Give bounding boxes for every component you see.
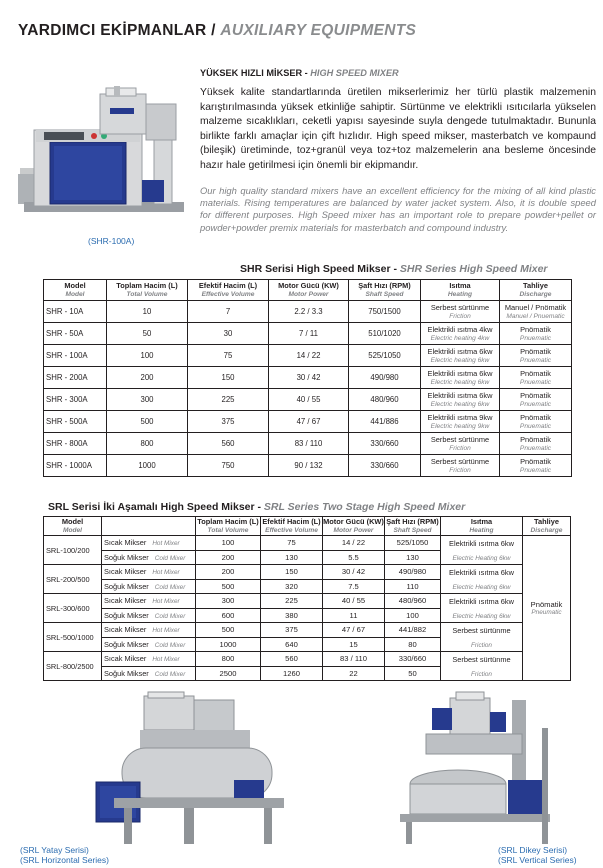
shr-effective-cell: 225 xyxy=(188,389,269,411)
srl-mixer-type-tr: Soğuk Mikser xyxy=(104,668,149,678)
shr-spec-table xyxy=(43,279,572,477)
shr-header-label-tr: Motor Gücü (KW) xyxy=(278,281,339,290)
shr-motor-cell: 14 / 22 xyxy=(269,345,349,367)
shr-motor-cell: 40 / 55 xyxy=(269,389,349,411)
srl-mixer-type-cell xyxy=(102,652,196,667)
shr-100a-mixer-image xyxy=(14,84,194,234)
srl-value-cell: 320 xyxy=(261,579,323,594)
shr-title-tr: SHR Serisi High Speed Mikser - xyxy=(240,263,397,275)
srl-mixer-type-en: Hot Mixer xyxy=(152,598,180,606)
vertical-caption-tr: (SRL Dikey Serisi) xyxy=(498,845,568,855)
shr-heating-en: Electric heating 9kw xyxy=(430,422,490,430)
srl-mixer-type-en: Cold Mixer xyxy=(154,641,186,649)
srl-value-cell: 330/660 xyxy=(385,652,441,667)
shr-header-label-en: Heating xyxy=(447,291,473,298)
shr-heating-cell xyxy=(421,345,500,367)
shr-heating-cell xyxy=(421,301,500,323)
shr-discharge-tr: Manuel / Pnömatik xyxy=(504,302,567,312)
srl-model-cell: SRL-100/200 xyxy=(44,536,102,565)
intro-text-tr: Yüksek kalite standartlarında üretilen mikserlerimiz her türlü plastik malzemenin karıştırılmasında yüksek etkinliğe sahiptir. Sürtünme ve elektrikli ısıtıcılarla yükselen malzeme sıcaklıkları, ceketli yapısı sayesinde suyla dengede tutulmaktadır. Bununla birlikte farklı amaçlar için çift hızlıdır. High speed mikser, masterbatch ve kompaund (bileşik) üretiminde, toz+granül veya toz+toz malzemelerin ana besleme öncesinde hazır hale getirilmesi için önemli bir ekipmandır. xyxy=(200,87,596,171)
srl-title-en: SRL Series Two Stage High Speed Mixer xyxy=(263,501,466,513)
shr-heating-tr: Elektrikli ısıtma 6kw xyxy=(427,346,493,356)
shr-header-label-tr: Toplam Hacim (L) xyxy=(116,281,178,290)
srl-value-cell: 200 xyxy=(196,565,261,580)
shr-discharge-en: Pnuematic xyxy=(519,400,552,408)
srl-table-row xyxy=(44,550,571,565)
srl-heating-cell xyxy=(441,536,523,551)
srl-value-cell: 200 xyxy=(196,550,261,565)
shr-discharge-tr: Pnömatik xyxy=(520,346,551,356)
shr-model-cell: SHR - 200A xyxy=(44,367,107,389)
srl-mixer-type-cell xyxy=(102,637,196,652)
srl-value-cell: 130 xyxy=(385,550,441,565)
shr-discharge-cell xyxy=(500,411,572,433)
srl-model-cell: SRL-500/1000 xyxy=(44,623,102,652)
shr-heating-tr: Serbest sürtünme xyxy=(430,434,490,444)
srl-header-label-en: Model xyxy=(62,527,83,534)
shr-heating-cell xyxy=(421,389,500,411)
shr-header-cell xyxy=(349,280,421,301)
srl-value-cell: 150 xyxy=(261,565,323,580)
srl-value-cell: 300 xyxy=(196,594,261,609)
srl-table-row xyxy=(44,608,571,623)
srl-mixer-type-tr: Sıcak Mikser xyxy=(104,625,147,635)
horizontal-caption-en: (SRL Horizontal Series) xyxy=(20,855,109,865)
srl-mixer-type-tr: Sıcak Mikser xyxy=(104,538,147,548)
srl-mixer-type-cell xyxy=(102,594,196,609)
srl-heating-cell xyxy=(441,608,523,623)
srl-header-row xyxy=(44,517,571,536)
shr-discharge-cell xyxy=(500,455,572,477)
srl-table-row xyxy=(44,565,571,580)
shr-heating-cell xyxy=(421,433,500,455)
shr-table-row xyxy=(44,323,572,345)
shr-heating-cell xyxy=(421,323,500,345)
srl-value-cell: 500 xyxy=(196,623,261,638)
srl-value-cell: 640 xyxy=(261,637,323,652)
srl-value-cell: 47 / 67 xyxy=(323,623,385,638)
srl-heating-tr: Elektrikli ısıtma 6kw xyxy=(449,596,514,606)
shr-discharge-tr: Pnömatik xyxy=(520,456,551,466)
shr-table-body xyxy=(44,301,572,477)
srl-value-cell: 375 xyxy=(261,623,323,638)
shr-heating-tr: Serbest sürtünme xyxy=(430,456,490,466)
srl-title-tr: SRL Serisi İki Aşamalı High Speed Mikser - xyxy=(48,501,261,513)
shr-effective-cell: 30 xyxy=(188,323,269,345)
shr-header-cell xyxy=(500,280,572,301)
srl-value-cell: 1000 xyxy=(196,637,261,652)
shr-shaft-cell: 330/660 xyxy=(349,455,421,477)
srl-header-cell xyxy=(385,517,441,536)
shr-motor-cell: 2.2 / 3.3 xyxy=(269,301,349,323)
srl-header-blank xyxy=(102,517,196,536)
shr-model-cell: SHR - 50A xyxy=(44,323,107,345)
srl-mixer-type-en: Hot Mixer xyxy=(152,627,180,635)
srl-mixer-type-en: Cold Mixer xyxy=(154,670,186,678)
shr-motor-cell: 30 / 42 xyxy=(269,367,349,389)
srl-value-cell: 800 xyxy=(196,652,261,667)
shr-table-title xyxy=(240,263,548,275)
shr-heating-en: Friction xyxy=(449,466,471,474)
shr-heating-tr: Elektrikli ısıtma 6kw xyxy=(427,368,493,378)
srl-value-cell: 380 xyxy=(261,608,323,623)
shr-header-cell xyxy=(188,280,269,301)
srl-discharge-tr: Pnömatik xyxy=(530,600,563,609)
shr-shaft-cell: 441/886 xyxy=(349,411,421,433)
shr-total-cell: 50 xyxy=(107,323,188,345)
srl-heating-tr: Elektrikli ısıtma 6kw xyxy=(449,567,514,577)
srl-mixer-type-en: Hot Mixer xyxy=(152,656,180,664)
srl-model-cell: SRL-200/500 xyxy=(44,565,102,594)
srl-table-body xyxy=(44,536,571,681)
srl-value-cell: 560 xyxy=(261,652,323,667)
shr-heating-cell xyxy=(421,455,500,477)
srl-heating-cell xyxy=(441,579,523,594)
intro-title-tr: YÜKSEK HIZLI MİKSER - xyxy=(200,68,308,78)
srl-value-cell: 500 xyxy=(196,579,261,594)
shr-total-cell: 1000 xyxy=(107,455,188,477)
srl-table-title xyxy=(48,501,465,513)
shr-discharge-cell xyxy=(500,345,572,367)
shr-discharge-en: Pnuematic xyxy=(519,466,552,474)
srl-header-label-tr: Model xyxy=(61,517,84,526)
shr-heating-en: Electric heating 6kw xyxy=(430,378,490,386)
shr-discharge-tr: Pnömatik xyxy=(520,434,551,444)
shr-header-label-en: Shaft Speed xyxy=(365,291,404,298)
srl-header-cell xyxy=(44,517,102,536)
shr-effective-cell: 150 xyxy=(188,367,269,389)
shr-header-label-en: Total Volume xyxy=(126,291,168,298)
intro-title-en: HIGH SPEED MIXER xyxy=(310,68,399,78)
srl-header-label-tr: Şaft Hızı (RPM) xyxy=(386,517,439,526)
shr-model-cell: SHR - 500A xyxy=(44,411,107,433)
srl-value-cell: 100 xyxy=(196,536,261,551)
srl-value-cell: 40 / 55 xyxy=(323,594,385,609)
srl-mixer-type-tr: Sıcak Mikser xyxy=(104,596,147,606)
srl-header-label-tr: Motor Gücü (KW) xyxy=(323,517,384,526)
shr-discharge-tr: Pnömatik xyxy=(520,324,551,334)
shr-heating-cell xyxy=(421,411,500,433)
shr-shaft-cell: 510/1020 xyxy=(349,323,421,345)
srl-value-cell: 2500 xyxy=(196,666,261,681)
shr-heating-cell xyxy=(421,367,500,389)
srl-horizontal-mixer-image xyxy=(84,690,304,850)
srl-mixer-type-cell xyxy=(102,623,196,638)
srl-header-label-en: Heating xyxy=(469,527,494,534)
srl-mixer-type-en: Cold Mixer xyxy=(154,583,186,591)
srl-value-cell: 15 xyxy=(323,637,385,652)
srl-header-label-tr: Isıtma xyxy=(470,517,493,526)
srl-heating-cell xyxy=(441,666,523,681)
srl-mixer-type-cell xyxy=(102,666,196,681)
shr-header-label-tr: Şaft Hızı (RPM) xyxy=(358,281,411,290)
shr-model-cell: SHR - 800A xyxy=(44,433,107,455)
shr-heating-tr: Elektrikli ısıtma 6kw xyxy=(427,390,493,400)
shr-discharge-tr: Pnömatik xyxy=(520,412,551,422)
srl-value-cell: 525/1050 xyxy=(385,536,441,551)
srl-table-row xyxy=(44,579,571,594)
intro-title xyxy=(200,68,399,78)
shr-header-label-en: Effective Volume xyxy=(201,291,255,298)
srl-mixer-type-en: Cold Mixer xyxy=(154,554,186,562)
srl-heating-cell xyxy=(441,652,523,667)
shr-heating-en: Electric heating 6kw xyxy=(430,400,490,408)
shr-table-row xyxy=(44,433,572,455)
srl-value-cell: 22 xyxy=(323,666,385,681)
srl-heating-tr: Elektrikli ısıtma 6kw xyxy=(449,538,514,548)
srl-heating-en: Electric Heating 6kw xyxy=(452,583,511,591)
shr-total-cell: 100 xyxy=(107,345,188,367)
shr-header-label-en: Motor Power xyxy=(288,291,329,298)
shr-header-label-en: Discharge xyxy=(519,291,552,298)
srl-heating-en: Friction xyxy=(471,641,492,649)
shr-table-row xyxy=(44,455,572,477)
shr-table-row xyxy=(44,389,572,411)
shr-model-cell: SHR - 100A xyxy=(44,345,107,367)
srl-mixer-type-en: Cold Mixer xyxy=(154,612,186,620)
shr-header-cell xyxy=(44,280,107,301)
shr-header-row xyxy=(44,280,572,301)
shr-motor-cell: 83 / 110 xyxy=(269,433,349,455)
shr-title-en: SHR Series High Speed Mixer xyxy=(399,263,548,275)
shr-discharge-en: Pnuematic xyxy=(519,444,552,452)
page-title xyxy=(18,22,416,40)
srl-heating-en: Electric Heating 6kw xyxy=(452,554,511,562)
horizontal-caption-tr: (SRL Yatay Serisi) xyxy=(20,845,89,855)
srl-model-cell: SRL-300/600 xyxy=(44,594,102,623)
shr-discharge-cell xyxy=(500,367,572,389)
shr-header-cell xyxy=(107,280,188,301)
shr-discharge-en: Pnuematic xyxy=(519,422,552,430)
shr-total-cell: 200 xyxy=(107,367,188,389)
shr-table-row xyxy=(44,301,572,323)
srl-value-cell: 490/980 xyxy=(385,565,441,580)
srl-value-cell: 7.5 xyxy=(323,579,385,594)
srl-header-cell xyxy=(323,517,385,536)
srl-heating-cell xyxy=(441,550,523,565)
srl-table-row xyxy=(44,594,571,609)
srl-header-cell xyxy=(196,517,261,536)
shr-discharge-cell xyxy=(500,301,572,323)
srl-header-cell xyxy=(261,517,323,536)
srl-value-cell: 480/960 xyxy=(385,594,441,609)
srl-value-cell: 75 xyxy=(261,536,323,551)
shr-motor-cell: 90 / 132 xyxy=(269,455,349,477)
srl-header-label-tr: Tahliye xyxy=(534,517,559,526)
srl-spec-table xyxy=(43,516,571,681)
srl-heating-tr: Serbest sürtünme xyxy=(452,625,511,635)
srl-heating-cell xyxy=(441,594,523,609)
srl-table-row xyxy=(44,536,571,551)
shr-shaft-cell: 525/1050 xyxy=(349,345,421,367)
shr-header-label-tr: Tahliye xyxy=(523,281,548,290)
shr-heating-en: Friction xyxy=(449,312,471,320)
srl-vertical-mixer-image xyxy=(372,688,572,848)
shr-heating-en: Electric heating 6kw xyxy=(430,356,490,364)
shr-heating-en: Electric heating 4kw xyxy=(430,334,490,342)
shr-table-row xyxy=(44,411,572,433)
srl-value-cell: 30 / 42 xyxy=(323,565,385,580)
shr-effective-cell: 75 xyxy=(188,345,269,367)
srl-mixer-type-en: Hot Mixer xyxy=(152,569,180,577)
shr-total-cell: 10 xyxy=(107,301,188,323)
shr-discharge-tr: Pnömatik xyxy=(520,368,551,378)
srl-value-cell: 600 xyxy=(196,608,261,623)
srl-mixer-type-tr: Sıcak Mikser xyxy=(104,567,147,577)
shr-motor-cell: 47 / 67 xyxy=(269,411,349,433)
vertical-caption-en: (SRL Vertical Series) xyxy=(498,855,577,865)
srl-value-cell: 1260 xyxy=(261,666,323,681)
srl-header-label-en: Discharge xyxy=(530,527,563,534)
srl-value-cell: 80 xyxy=(385,637,441,652)
shr-header-cell xyxy=(421,280,500,301)
srl-value-cell: 130 xyxy=(261,550,323,565)
srl-mixer-type-cell xyxy=(102,579,196,594)
srl-value-cell: 50 xyxy=(385,666,441,681)
shr-effective-cell: 560 xyxy=(188,433,269,455)
srl-mixer-type-cell xyxy=(102,608,196,623)
srl-header-cell xyxy=(523,517,571,536)
shr-effective-cell: 375 xyxy=(188,411,269,433)
srl-header-label-en: Total Volume xyxy=(207,527,249,534)
srl-mixer-type-tr: Soğuk Mikser xyxy=(104,639,149,649)
srl-table-row xyxy=(44,623,571,638)
shr-heating-tr: Serbest sürtünme xyxy=(430,302,490,312)
shr-discharge-cell xyxy=(500,433,572,455)
srl-heating-cell xyxy=(441,565,523,580)
srl-value-cell: 83 / 110 xyxy=(323,652,385,667)
shr-discharge-en: Pnuematic xyxy=(519,334,552,342)
shr-shaft-cell: 490/980 xyxy=(349,367,421,389)
shr-discharge-en: Pnuematic xyxy=(519,356,552,364)
shr-model-cell: SHR - 1000A xyxy=(44,455,107,477)
shr-shaft-cell: 750/1500 xyxy=(349,301,421,323)
srl-heating-cell xyxy=(441,623,523,638)
srl-mixer-type-cell xyxy=(102,536,196,551)
srl-mixer-type-cell xyxy=(102,550,196,565)
shr-shaft-cell: 330/660 xyxy=(349,433,421,455)
shr-model-cell: SHR - 300A xyxy=(44,389,107,411)
srl-heating-tr: Serbest sürtünme xyxy=(452,654,511,664)
shr-total-cell: 500 xyxy=(107,411,188,433)
srl-header-label-en: Shaft Speed xyxy=(393,527,432,534)
shr-discharge-en: Pnuematic xyxy=(519,378,552,386)
shr-effective-cell: 750 xyxy=(188,455,269,477)
srl-header-label-tr: Toplam Hacim (L) xyxy=(197,517,259,526)
srl-header-cell xyxy=(441,517,523,536)
shr-header-label-en: Model xyxy=(65,291,85,298)
srl-value-cell: 14 / 22 xyxy=(323,536,385,551)
shr-header-label-tr: Isıtma xyxy=(449,281,471,290)
page-title-en: AUXILIARY EQUIPMENTS xyxy=(220,22,417,39)
shr-shaft-cell: 480/960 xyxy=(349,389,421,411)
srl-mixer-type-tr: Soğuk Mikser xyxy=(104,552,149,562)
srl-discharge-cell xyxy=(523,536,571,681)
srl-discharge-en: Pneumatic xyxy=(531,609,562,616)
shr-total-cell: 800 xyxy=(107,433,188,455)
srl-value-cell: 11 xyxy=(323,608,385,623)
shr-table-row xyxy=(44,367,572,389)
srl-value-cell: 5.5 xyxy=(323,550,385,565)
shr-discharge-tr: Pnömatik xyxy=(520,390,551,400)
shr-motor-cell: 7 / 11 xyxy=(269,323,349,345)
shr-heating-tr: Elektrikli ısıtma 9kw xyxy=(427,412,493,422)
srl-table-row xyxy=(44,637,571,652)
intro-text-en: Our high quality standard mixers have an excellent efficiency for the mixing of all kind plastic materials. Rising temperatures are balanced by water jacket system. Also, it is double speed for different purposes. High Speed mixer has an important role to prepare powder+pellet or powder+powder premix materials for masterbatch and compound industry. xyxy=(200,185,596,233)
shr-header-label-tr: Model xyxy=(64,281,86,290)
shr-discharge-en: Manuel / Pnuematic xyxy=(506,312,565,320)
srl-table-row xyxy=(44,666,571,681)
shr-effective-cell: 7 xyxy=(188,301,269,323)
shr-heating-en: Friction xyxy=(449,444,471,452)
srl-heating-cell xyxy=(441,637,523,652)
srl-value-cell: 110 xyxy=(385,579,441,594)
page-title-tr: YARDIMCI EKİPMANLAR / xyxy=(18,22,216,39)
srl-heating-en: Electric Heating 6kw xyxy=(452,612,511,620)
shr-discharge-cell xyxy=(500,323,572,345)
srl-header-label-tr: Efektif Hacim (L) xyxy=(262,517,321,526)
shr-total-cell: 300 xyxy=(107,389,188,411)
srl-value-cell: 225 xyxy=(261,594,323,609)
shr-model-cell: SHR - 10A xyxy=(44,301,107,323)
shr-heating-tr: Elektrikli ısıtma 4kw xyxy=(427,324,493,334)
srl-mixer-type-cell xyxy=(102,565,196,580)
srl-header-label-en: Effective Volume xyxy=(265,527,318,534)
shr-header-label-tr: Efektif Hacim (L) xyxy=(198,281,258,290)
shr-table-row xyxy=(44,345,572,367)
srl-value-cell: 441/882 xyxy=(385,623,441,638)
srl-mixer-type-tr: Soğuk Mikser xyxy=(104,610,149,620)
srl-value-cell: 100 xyxy=(385,608,441,623)
srl-mixer-type-tr: Sıcak Mikser xyxy=(104,654,147,664)
shr-100a-caption: (SHR-100A) xyxy=(88,236,135,246)
srl-model-cell: SRL-800/2500 xyxy=(44,652,102,681)
srl-table-row xyxy=(44,652,571,667)
srl-header-label-en: Motor Power xyxy=(333,527,374,534)
srl-mixer-type-tr: Soğuk Mikser xyxy=(104,581,149,591)
shr-discharge-cell xyxy=(500,389,572,411)
shr-header-cell xyxy=(269,280,349,301)
srl-heating-en: Friction xyxy=(471,670,492,678)
srl-mixer-type-en: Hot Mixer xyxy=(152,540,180,548)
